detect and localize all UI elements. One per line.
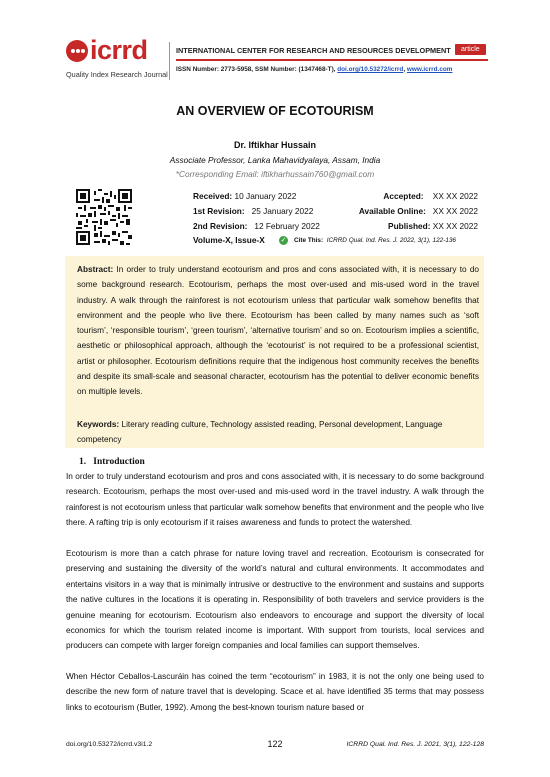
qr-code-icon (76, 189, 132, 245)
paragraph-2: Ecotourism is more than a catch phrase for nature loving travel and recreation. Ecotourism is consecrated for preserving and sustaining the diversity of the world’s natural and cultural environments. It accommodates and entertains visitors in a way that is minimally intrusive or destructive to the environment and sustains and supports the native cultures in the locations it is operating in. Responsibility of both travelers and service providers is the genuine meaning for ecotourism. Ecotourism also endeavors to encourage and support the diversity of local economics for which the tourism related income is important. With support from tourists, local services and producers can compete with larger foreign companies and local families can support themselves. (66, 549, 484, 651)
first-revision-date (193, 206, 313, 216)
accepted-date (348, 191, 478, 201)
available-online-date (318, 206, 478, 216)
author-name: Dr. Iftikhar Hussain (233, 140, 317, 150)
available-online-value: XX XX 2022 (432, 206, 478, 216)
first-revision-label: 1st Revision: (193, 206, 245, 216)
footer-journal: ICRRD Qual. Ind. Res. J. 2021, 3(1), 122-128 (346, 741, 484, 748)
check-icon: ✓ (280, 236, 287, 244)
published-label: Published: (388, 221, 431, 231)
article-title: AN OVERVIEW OF ECOTOURISM (176, 104, 374, 118)
second-revision-value: 12 February 2022 (254, 221, 320, 231)
header-divider (169, 42, 170, 80)
accepted-value: XX XX 2022 (432, 191, 478, 201)
website-link[interactable]: www.icrrd.com (406, 66, 453, 73)
header-rule (176, 59, 488, 61)
published-value: XX XX 2022 (432, 221, 478, 231)
cite-label: Cite This: (294, 237, 324, 244)
abstract (77, 262, 479, 400)
second-revision-date (193, 221, 320, 231)
author-affiliation: Associate Professor, Lanka Mahavidyalaya, Assam, India (169, 155, 381, 165)
organization-name: INTERNATIONAL CENTER FOR RESEARCH AND RESOURCES DEVELOPMENT (176, 46, 451, 55)
issn-line (176, 66, 452, 73)
accepted-label: Accepted: (383, 191, 424, 201)
cite-text: ICRRD Qual. Ind. Res. J. 2022, 3(1), 122-136 (326, 237, 456, 244)
keywords-label: Keywords: (77, 420, 120, 429)
corresponding-email: *Corresponding Email: iftikharhussain760@gmail.com (175, 169, 375, 179)
article-badge: article (455, 44, 486, 55)
keywords-text: Literary reading culture, Technology assisted reading, Personal development, Language competency (77, 420, 443, 445)
footer-doi: doi.org/10.53272/icrrd.v3i1.2 (66, 741, 153, 748)
first-revision-value: 25 January 2022 (251, 206, 314, 216)
issn-separator: , (403, 66, 407, 73)
published-date (348, 221, 478, 231)
paragraph-1: In order to truly understand ecotourism and pros and cons associated with, it is necessary to do some background research. Ecotourism, perhaps the most over-used and mis-used word in the travel industry. A walk through the rainforest is not ecotourism unless that particular walk somehow benefits that environment and the people who live there. A rafting trip is only ecotourism if it raises awareness and funds to protect the watershed. (66, 472, 484, 528)
section-number: 1. (79, 457, 87, 467)
second-revision-label: 2nd Revision: (193, 221, 248, 231)
issn-text: ISSN Number: 2773-5958, SSM Number: (1347468-T), (176, 66, 338, 73)
doi-link[interactable]: doi.org/10.53272/icrrd (337, 66, 404, 73)
abstract-text: In order to truly understand ecotourism and pros and cons associated with, it is necessary to do some background research. Ecotourism, perhaps the most over-used and mis-used word in the travel industry. A walk through the rainforest is not ecotourism unless that particular walk somehow benefits that environment and the people who live there. Ecotourism has been called by many names such as ‘soft tourism’, ‘responsible tourism’, ‘green tourism’, ‘alternative tourism’ and so on. Ecotourism implies a scientific, aesthetic or philosophical approach, although the ‘ecotourist’ is not required to be a professional scientist, artist or philosopher. Ecotourism definitions require that the indigenous host community receives the benefits and despite its small-scale and seasonal character, ecotourism has the potential to deliver economic benefits on multiple levels. (77, 265, 479, 397)
received-date (193, 191, 296, 201)
cite-this (294, 237, 456, 244)
received-label: Received: (193, 191, 233, 201)
received-value: 10 January 2022 (234, 191, 297, 201)
paragraph-3: When Héctor Ceballos-Lascuráin has coined the term “ecotourism” in 1983, it is not the only one being used to describe the new form of nature travel that is developing. Scace et al. have identified 35 terms that may possess links to ecotourism (Butler, 1992). Among the best-known tourism nature based or (66, 672, 484, 712)
logo-subtitle: Quality Index Research Journal (66, 70, 168, 79)
available-online-label: Available Online: (358, 206, 426, 216)
logo-icon (66, 40, 88, 62)
section-title: Introduction (93, 457, 145, 467)
abstract-label: Abstract: (77, 265, 114, 274)
keywords (77, 417, 479, 448)
volume-issue: Volume-X, Issue-X (193, 235, 265, 245)
page-number: 122 (267, 739, 283, 749)
logo-text: icrrd (90, 35, 148, 65)
section-heading (79, 457, 145, 467)
